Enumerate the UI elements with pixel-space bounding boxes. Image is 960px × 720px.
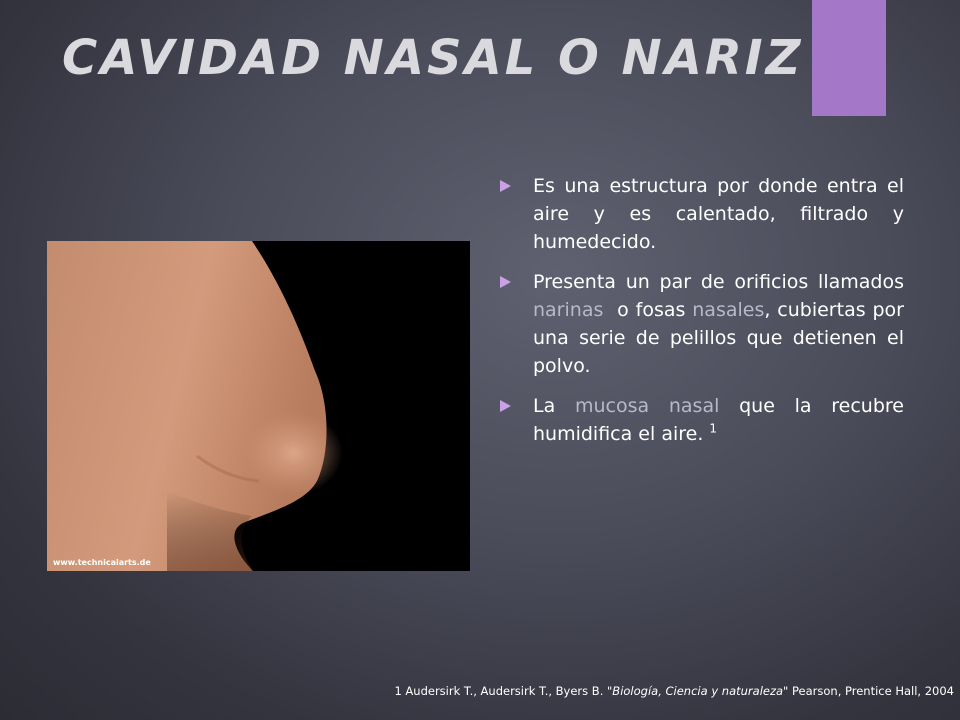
- slide-title: CAVIDAD NASAL O NARIZ: [62, 30, 804, 86]
- bullet-list: [500, 172, 904, 460]
- image-watermark: www.technicalarts.de: [53, 558, 151, 567]
- highlighted-term: narinas: [533, 299, 604, 321]
- bullet-item: [500, 172, 904, 256]
- footnote-authors: 1 Audersirk T., Audersirk T., Byers B.: [394, 684, 608, 698]
- footnote-reference: 1: [709, 421, 718, 436]
- highlighted-term: nasales: [692, 299, 765, 321]
- bullet-text: [533, 172, 904, 256]
- bullet-text-body: o fosas: [603, 299, 693, 321]
- bullet-text: [533, 392, 904, 448]
- accent-bar: [812, 0, 886, 116]
- bullet-text-body: , cubiertas por una serie de pelillos que detienen el polvo.: [533, 299, 904, 377]
- bullet-arrow-icon: [500, 180, 511, 192]
- nose-illustration: [47, 241, 470, 571]
- bullet-item: [500, 268, 904, 380]
- bullet-item: [500, 392, 904, 448]
- nose-profile-image: [47, 241, 470, 571]
- footnote-publisher: Pearson, Prentice Hall, 2004: [788, 684, 954, 698]
- bullet-text-body: que la recubre humidifica el aire.: [533, 395, 904, 445]
- footnote-work-title: "Biología, Ciencia y naturaleza": [607, 684, 789, 698]
- bullet-arrow-icon: [500, 276, 511, 288]
- footnote-citation: [394, 684, 954, 698]
- bullet-text-body: La: [533, 395, 575, 417]
- highlighted-term: mucosa nasal: [574, 395, 720, 417]
- bullet-text-body: Es una estructura por donde entra el aire y es calentado, filtrado y humedecido.: [533, 175, 904, 253]
- bullet-arrow-icon: [500, 400, 511, 412]
- bullet-text: [533, 268, 904, 380]
- bullet-text-body: Presenta un par de orificios llamados: [533, 271, 904, 293]
